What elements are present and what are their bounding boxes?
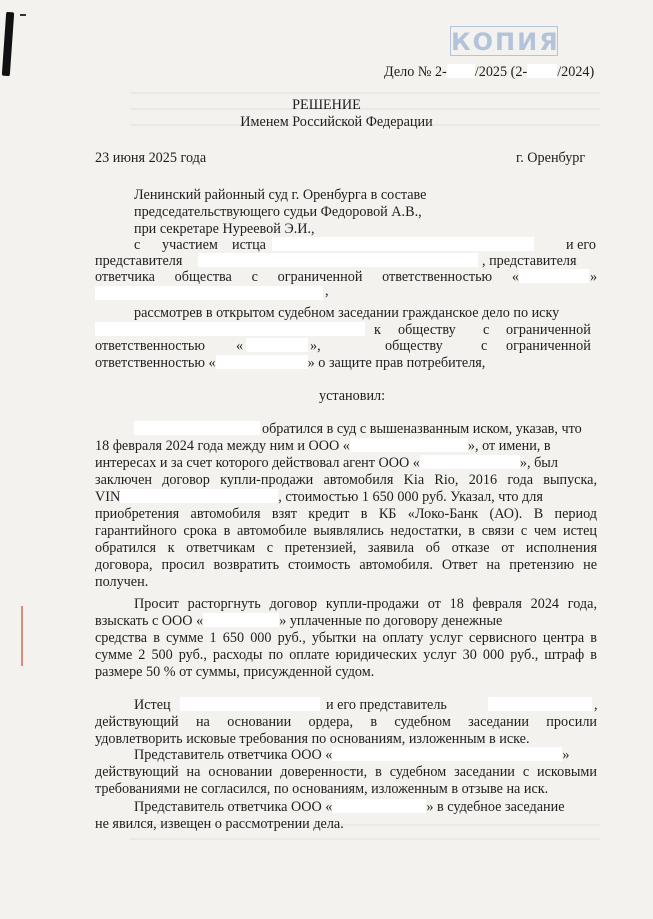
text-line: , [325, 283, 329, 299]
text-line: участием [162, 237, 218, 253]
text-line: и его представитель [326, 697, 447, 713]
redaction [95, 286, 323, 303]
text-line: , [594, 697, 598, 713]
redaction [519, 269, 589, 286]
text-line: ответчика общества с ограниченной ответственностью « [95, 269, 519, 285]
text-line: Представитель ответчика ООО « » [134, 747, 570, 763]
text-line: ответственностью [95, 338, 206, 354]
text-line: при секретаре Нуреевой Э.И., [134, 221, 315, 237]
bleed-through [130, 838, 600, 840]
text-line: взыскать с ООО « » уплаченные по договору денежные [95, 613, 503, 629]
text-line: обществу [385, 338, 443, 354]
text-line: к [374, 322, 381, 338]
text-line: Просит расторгнуть договор купли-продажи от 18 февраля 2024 года, [134, 596, 597, 612]
document-subtitle: Именем Российской Федерации [240, 114, 433, 130]
section-heading: установил: [319, 388, 386, 404]
text-line: , представителя [482, 253, 577, 269]
redaction [246, 338, 308, 355]
text-line: с [134, 237, 141, 253]
text-line: обратился к ответчикам с претензией, заявила об отказе от исполнения [95, 540, 597, 556]
text-line: не явился, извещен о рассмотрении дела. [95, 816, 344, 832]
text-line: удовлетворить исковые требования по основаниям, изложенным в иске. [95, 731, 530, 747]
text-line: « [236, 338, 244, 354]
text-line: приобретения автомобиля взят кредит в КБ «Локо-Банк (АО). В период [95, 506, 597, 522]
text-line: VIN , стоимостью 1 650 000 руб. Указал, что для [95, 489, 543, 505]
document-title: РЕШЕНИЕ [292, 97, 361, 113]
text-line: » [590, 269, 598, 285]
text-line: », [310, 338, 321, 354]
redaction [180, 697, 320, 714]
redaction [95, 322, 365, 339]
text-line: гарантийного срока в автомобиле выявлялись недостатки, в связи с чем истец [95, 523, 597, 539]
text-line: средства в сумме 1 650 000 руб., убытки на оплату услуг сервисного центра в [95, 630, 597, 646]
text-line: заключен договор купли-продажи автомобиля Kia Rio, 2016 года выпуска, [95, 472, 597, 488]
text-line: обществу [398, 322, 456, 338]
copy-stamp: КОПИЯ [451, 28, 560, 56]
text-line: договора, просил возвратить стоимость автомобиля. Ответ на претензию не [95, 557, 597, 573]
bleed-through [130, 92, 600, 94]
redaction [488, 697, 592, 714]
text-line: истца [232, 237, 266, 253]
redaction [134, 421, 260, 438]
scan-mark [2, 12, 14, 76]
text-line: требованиями не согласился, по основаниям, изложенным в отзыве на иск. [95, 781, 549, 797]
text-line: сумме 2 500 руб., расходы по оплате юридических услуг 30 000 руб., штраф в [95, 647, 597, 663]
scan-mark [20, 14, 26, 16]
redaction [198, 253, 478, 270]
text-line: ответственностью « » о защите прав потребителя, [95, 355, 486, 371]
text-line: представителя [95, 253, 183, 269]
text-line: Истец [134, 697, 171, 713]
text-line: Представитель ответчика ООО « » в судебное заседание [134, 799, 565, 815]
text-line: Ленинский районный суд г. Оренбурга в составе [134, 187, 427, 203]
decision-city: г. Оренбург [516, 150, 586, 166]
text-line: председательствующего судьи Федоровой А.В., [134, 204, 422, 220]
text-line: с [481, 338, 488, 354]
text-line: обратился в суд с вышеназванным иском, указав, что [262, 421, 582, 437]
text-line: действующий на основании ордера, в судебном заседании просили [95, 714, 597, 730]
text-line: рассмотрев в открытом судебном заседании гражданское дело по иску [134, 305, 560, 321]
text-line: 18 февраля 2024 года между ним и ООО « », от имени, в [95, 438, 551, 454]
text-line: ограниченной [506, 338, 591, 354]
scan-mark [21, 606, 23, 666]
text-line: получен. [95, 574, 149, 590]
decision-date: 23 июня 2025 года [95, 150, 207, 166]
case-number: Дело № 2- /2025 (2- /2024) [384, 64, 595, 80]
text-line: интересах и за счет которого действовал агент ООО « », был [95, 455, 558, 471]
text-line: действующий на основании доверенности, в судебном заседании с исковыми [95, 764, 597, 780]
text-line: ограниченной [506, 322, 591, 338]
text-line: с [483, 322, 490, 338]
text-line: и его [566, 237, 596, 253]
redaction [272, 237, 534, 254]
text-line: размере 50 % от суммы, присужденной судом. [95, 664, 375, 680]
